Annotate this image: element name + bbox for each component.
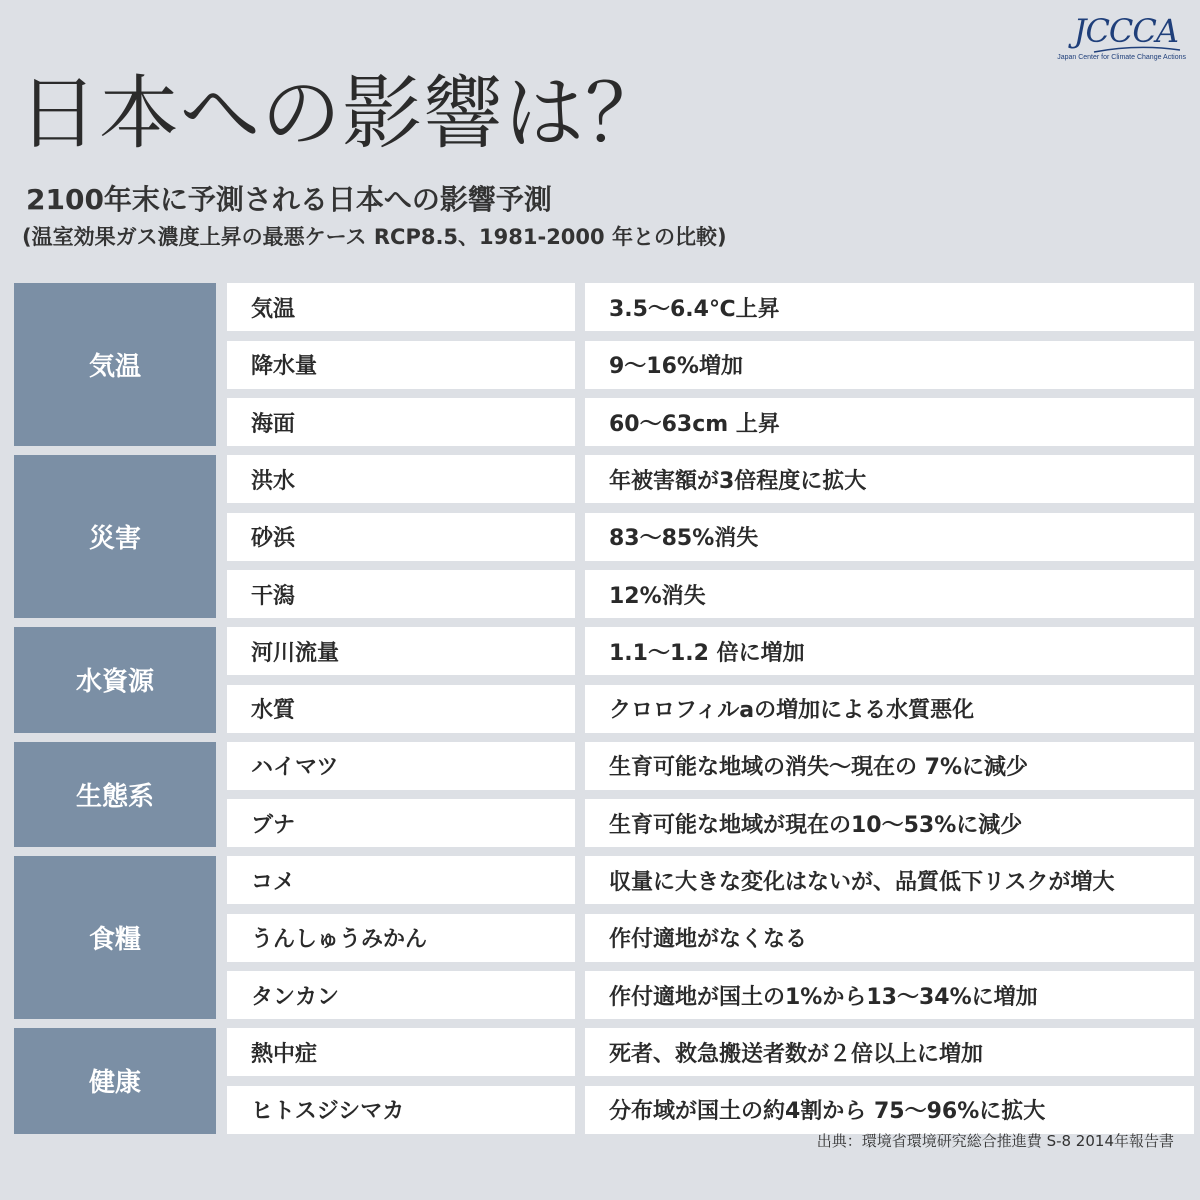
item-cell: 砂浜: [227, 513, 575, 561]
item-cell: 河川流量: [227, 627, 575, 675]
category-group: [14, 856, 1194, 1019]
logo-subtext: Japan Center for Climate Change Actions: [1057, 54, 1186, 61]
value-cell: 83〜85%消失: [585, 513, 1194, 561]
category-label: 食糧: [14, 856, 216, 1019]
table-row: [227, 856, 1194, 904]
category-group: [14, 627, 1194, 733]
item-cell: ブナ: [227, 799, 575, 847]
item-cell: 海面: [227, 398, 575, 446]
item-cell: 気温: [227, 283, 575, 331]
value-cell: 生育可能な地域が現在の10〜53%に減少: [585, 799, 1194, 847]
logo-text: JCCCA: [1073, 12, 1178, 50]
subtitle: 2100年末に予測される日本への影響予測: [26, 183, 552, 216]
table-row: [227, 971, 1194, 1019]
category-label: 健康: [14, 1028, 216, 1134]
value-cell: 分布域が国土の約4割から 75〜96%に拡大: [585, 1086, 1194, 1134]
category-group: [14, 742, 1194, 848]
value-cell: 収量に大きな変化はないが、品質低下リスクが増大: [585, 856, 1194, 904]
item-cell: 降水量: [227, 341, 575, 389]
source-note: 出典：環境省環境研究総合推進費 S-8 2014年報告書: [816, 1132, 1174, 1150]
logo-swoosh-icon: [1092, 46, 1182, 54]
subtitle-note: (温室効果ガス濃度上昇の最悪ケース RCP8.5、1981-2000 年との比較): [22, 225, 727, 249]
item-cell: ヒトスジシマカ: [227, 1086, 575, 1134]
item-cell: 熱中症: [227, 1028, 575, 1076]
page-title: 日本への影響は？: [18, 67, 666, 160]
table-row: [227, 742, 1194, 790]
item-cell: 干潟: [227, 570, 575, 618]
category-label: 水資源: [14, 627, 216, 733]
table-row: [227, 513, 1194, 561]
category-group: [14, 283, 1194, 446]
table-row: [227, 627, 1194, 675]
item-cell: コメ: [227, 856, 575, 904]
value-cell: 死者、救急搬送者数が２倍以上に増加: [585, 1028, 1194, 1076]
value-cell: 生育可能な地域の消失〜現在の 7%に減少: [585, 742, 1194, 790]
category-group: [14, 455, 1194, 618]
item-cell: ハイマツ: [227, 742, 575, 790]
value-cell: 作付適地がなくなる: [585, 914, 1194, 962]
table-row: [227, 1028, 1194, 1076]
table-row: [227, 570, 1194, 618]
value-cell: 作付適地が国土の1%から13〜34%に増加: [585, 971, 1194, 1019]
item-cell: タンカン: [227, 971, 575, 1019]
value-cell: 9〜16%増加: [585, 341, 1194, 389]
jccca-logo: [1057, 10, 1186, 66]
value-cell: 60〜63cm 上昇: [585, 398, 1194, 446]
table-row: [227, 341, 1194, 389]
value-cell: 12%消失: [585, 570, 1194, 618]
value-cell: 年被害額が3倍程度に拡大: [585, 455, 1194, 503]
table-row: [227, 398, 1194, 446]
category-label: 生態系: [14, 742, 216, 848]
category-label: 災害: [14, 455, 216, 618]
category-label: 気温: [14, 283, 216, 446]
table-row: [227, 799, 1194, 847]
item-cell: うんしゅうみかん: [227, 914, 575, 962]
category-group: [14, 1028, 1194, 1134]
table-row: [227, 455, 1194, 503]
value-cell: クロロフィルaの増加による水質悪化: [585, 685, 1194, 733]
value-cell: 1.1〜1.2 倍に増加: [585, 627, 1194, 675]
item-cell: 洪水: [227, 455, 575, 503]
table-row: [227, 685, 1194, 733]
item-cell: 水質: [227, 685, 575, 733]
table-row: [227, 283, 1194, 331]
table-row: [227, 914, 1194, 962]
value-cell: 3.5〜6.4℃上昇: [585, 283, 1194, 331]
table-row: [227, 1086, 1194, 1134]
